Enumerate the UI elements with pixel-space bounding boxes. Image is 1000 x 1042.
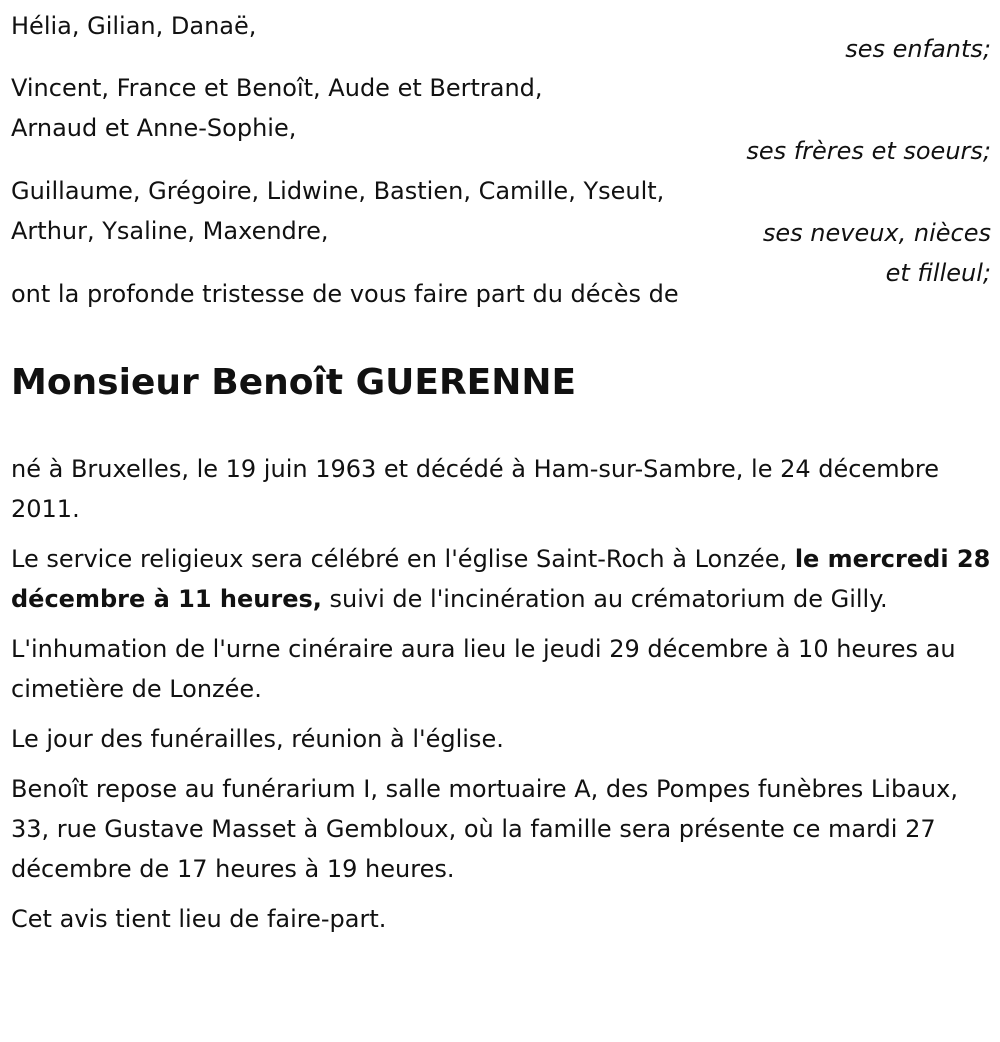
siblings-names-line: Arnaud et Anne-Sophie, [11,114,297,142]
visitation-paragraph: Benoît repose au funérarium I, salle mortuaire A, des Pompes funèbres Libaux, 33, rue Gustave Masset à Gembloux, où la famille sera présente ce mardi 27 décembre de 17 heures à 19 heures. [11,775,958,883]
nephews-role-line: ses neveux, nièces [762,219,991,247]
notice-paragraph: Cet avis tient lieu de faire-part. [11,905,387,933]
siblings-names-line: Vincent, France et Benoît, Aude et Bertrand, [11,74,543,102]
nephews-role-line: et filleul; [885,259,991,287]
nephews-role [763,213,991,293]
service-text: Le service religieux sera célébré en l'église Saint-Roch à Lonzée, [11,545,795,573]
children-role: ses enfants; [845,35,991,63]
children-names: Hélia, Gilian, Danaë, [11,12,257,40]
siblings-role: ses frères et soeurs; [746,137,991,165]
nephews-names-line: Arthur, Ysaline, Maxendre, [11,217,329,245]
gathering-paragraph: Le jour des funérailles, réunion à l'église. [11,725,504,753]
siblings-names [11,68,731,148]
service-paragraph [11,539,991,619]
service-date: le mercredi 28 décembre à 11 heures, [11,545,991,613]
obituary-notice [11,6,991,949]
intro-text: ont la profonde tristesse de vous faire part du décès de [11,280,679,308]
siblings-group [11,68,991,171]
children-group [11,6,991,68]
burial-paragraph: L'inhumation de l'urne cinéraire aura lieu le jeudi 29 décembre à 10 heures au cimetière de Lonzée. [11,635,956,703]
nephews-group [11,171,991,287]
birth-paragraph: né à Bruxelles, le 19 juin 1963 et décédé à Ham-sur-Sambre, le 24 décembre 2011. [11,455,939,523]
nephews-names [11,171,731,251]
nephews-names-line: Guillaume, Grégoire, Lidwine, Bastien, Camille, Yseult, [11,177,665,205]
service-text-end: suivi de l'incinération au crématorium de Gilly. [321,585,888,613]
deceased-name: Monsieur Benoît GUERENNE [11,362,577,403]
